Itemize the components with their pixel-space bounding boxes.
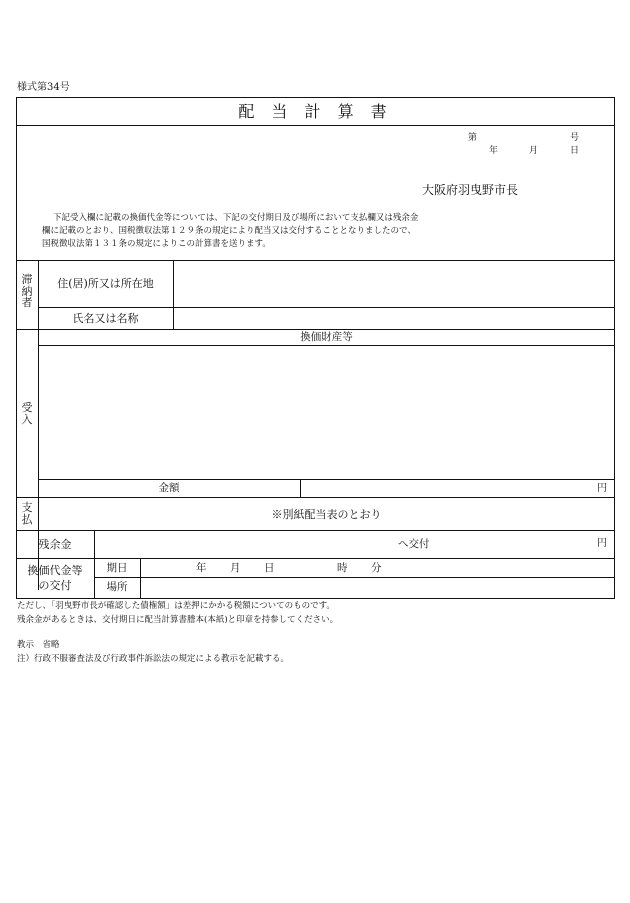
address-label: 住(居)所又は所在地 xyxy=(57,277,154,290)
receipt-label: 受 入 xyxy=(21,401,33,426)
delivery-year: 年 xyxy=(196,562,207,574)
date-month: 月 xyxy=(529,146,539,156)
delinquent-label: 滞 納 者 xyxy=(21,273,33,310)
name-label: 氏名又は名称 xyxy=(72,312,139,325)
intro-line-2: 欄に記載のとおり、国税徴収法第１２９条の規定により配当又は交付することとなりましたので、 xyxy=(42,226,416,236)
delivery-day: 日 xyxy=(264,562,275,574)
delivery-date-label: 期日 xyxy=(106,562,128,574)
delivery-minute: 分 xyxy=(371,562,382,574)
property-header: 換価財産等 xyxy=(300,331,353,343)
delivery-label-line2: の交付 xyxy=(38,579,72,592)
doc-no-suffix: 号 xyxy=(570,133,580,143)
note-2: 残余金があるときは、交付期日に配当計算書謄本(本紙)と印章を持参してください。 xyxy=(17,615,339,625)
delivery-place-label: 場所 xyxy=(106,581,128,593)
property-area[interactable] xyxy=(39,346,614,478)
delivery-label-line1: 換価代金等 xyxy=(27,564,83,577)
date-year: 年 xyxy=(489,146,499,156)
amount-field[interactable] xyxy=(301,480,591,496)
name-field[interactable] xyxy=(174,308,614,328)
delivery-hour: 時 xyxy=(337,562,348,574)
address-field[interactable] xyxy=(174,261,614,307)
date-day: 日 xyxy=(570,146,580,156)
amount-label: 金額 xyxy=(158,482,180,494)
form-number: 様式第34号 xyxy=(17,82,70,93)
page-title: 配 当 計 算 書 xyxy=(238,102,393,121)
amount-yen: 円 xyxy=(597,483,607,494)
surplus-to-deliver: へ交付 xyxy=(398,538,430,550)
surplus-recipient-field[interactable] xyxy=(95,531,395,557)
note-1: ただし、「羽曳野市長が確認した債権額」は差押にかかる税額についてのものです。 xyxy=(17,601,335,611)
delivery-month: 月 xyxy=(230,562,241,574)
surplus-label: 残余金 xyxy=(38,538,72,551)
payment-text: ※別紙配当表のとおり xyxy=(271,508,382,521)
surplus-amount-field[interactable] xyxy=(440,531,592,557)
remark: 注）行政不服審査法及び行政事件訴訟法の規定による教示を記載する。 xyxy=(17,654,290,664)
intro-line-1: 下記受入欄に記載の換価代金等については、下記の交付期日及び場所において支払欄又は残余金 xyxy=(53,213,419,223)
delivery-place-field[interactable] xyxy=(141,578,614,597)
instruction: 教示 省略 xyxy=(17,640,60,650)
surplus-yen: 円 xyxy=(597,538,607,549)
intro-line-3: 国税徴収法第１３１条の規定によりこの計算書を送ります。 xyxy=(42,239,271,249)
payment-label: 支 払 xyxy=(21,501,33,526)
issuer: 大阪府羽曳野市長 xyxy=(422,183,519,197)
doc-no-prefix: 第 xyxy=(468,133,478,143)
